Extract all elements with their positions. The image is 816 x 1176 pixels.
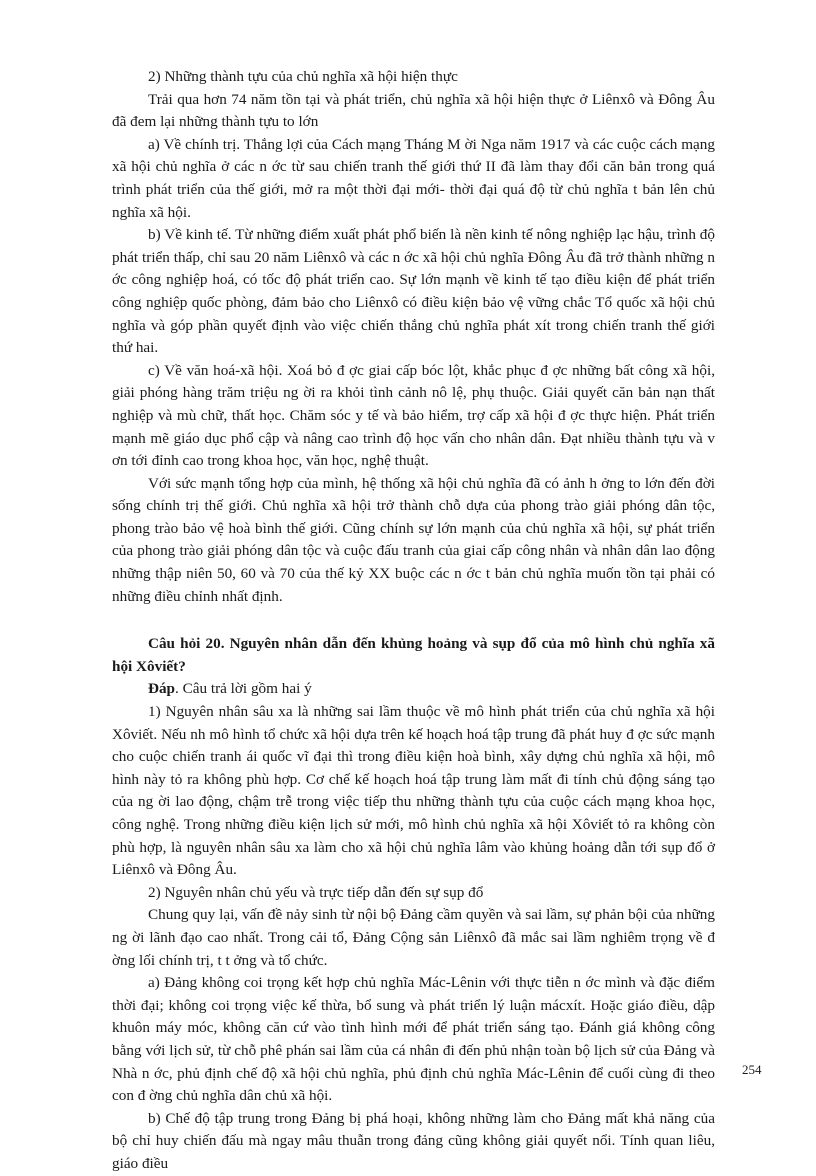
page-number: 254 xyxy=(742,1062,762,1077)
paragraph-intro: Trải qua hơn 74 năm tồn tại và phát triển, chủ nghĩa xã hội hiện thực ở Liênxô và Đông Âu đã đem lại những thành tựu to lớn xyxy=(112,90,715,131)
paragraph-economy: b) Về kinh tế. Từ những điểm xuất phát phổ biến là nền kinh tế nông nghiệp lạc hậu, trình độ phát triển thấp, chỉ sau 20 năm Liênxô và các n ớc xã hội chủ nghĩa Đông Âu đã trở thành những n ớc công nghiệp hoá, có tốc độ phát triển cao. Sự lớn mạnh về kinh tế tạo điều kiện để phát triển công nghiệp quốc phòng, đảm bảo cho Liênxô có điều kiện bảo vệ vững chắc Tổ quốc xã hội chủ nghĩa và góp phần quyết định vào việc chiến thắng chủ nghĩa phát xít trong chiến tranh thế giới thứ hai. xyxy=(112,226,715,357)
paragraph-world-influence: Với sức mạnh tổng hợp của mình, hệ thống xã hội chủ nghĩa đã có ảnh h ởng to lớn đến đời sống chính trị thế giới. Chủ nghĩa xã hội trở thành chỗ dựa của phong trào giải phóng dân tộc, phong trào bảo vệ hoà bình thế giới. Cũng chính sự lớn mạnh của chủ nghĩa xã hội, sự phát triển của phong trào giải phóng dân tộc và cuộc đấu tranh của giai cấp công nhân và nhân dân lao động những thập niên 50, 60 và 70 của thế kỷ XX buộc các n ớc t bản chủ nghĩa muốn tồn tại phải có những điều chỉnh nhất định. xyxy=(112,474,715,605)
question-heading: Câu hỏi 20. Nguyên nhân dẫn đến khủng hoảng và sụp đổ của mô hình chủ nghĩa xã hội Xôviết? xyxy=(112,635,715,675)
paragraph-party-errors: Chung quy lại, vấn đề nảy sinh từ nội bộ Đảng cầm quyền và sai lầm, sự phản bội của những ng ời lãnh đạo cao nhất. Trong cải tổ, Đảng Cộng sản Liênxô đã mắc sai lầm nghiêm trọng về đ ờng lối chính trị, t t ởng và tổ chức. xyxy=(112,906,715,969)
paragraph-culture-society: c) Về văn hoá-xã hội. Xoá bỏ đ ợc giai cấp bóc lột, khắc phục đ ợc những bất công xã hội, giải phóng hàng trăm triệu ng ời ra khỏi tình cảnh nô lệ, phụ thuộc. Giải quyết căn bản nạn thất nghiệp và mù chữ, thất học. Chăm sóc y tế và bảo hiểm, trợ cấp xã hội đ ợc thực hiện. Phát triển mạnh mẽ giáo dục phổ cập và nâng cao trình độ học vấn cho nhân dân. Đạt nhiều thành tựu và v ơn tới đỉnh cao trong khoa học, văn học, nghệ thuật. xyxy=(112,361,715,470)
paragraph-point-a: a) Đảng không coi trọng kết hợp chủ nghĩa Mác-Lênin với thực tiễn n ớc mình và đặc điểm thời đại; không coi trọng việc kế thừa, bổ sung và phát triển lý luận mácxít. Hoặc giáo điều, dập khuôn máy móc, không căn cứ vào tình hình mới để phát triển sáng tạo. Đánh giá không công bằng với lịch sử, từ chỗ phê phán sai lầm của cá nhân đi đến phủ nhận toàn bộ lịch sử của Đảng và Nhà n ớc, phủ định chế độ xã hội chủ nghĩa, phủ định chủ nghĩa Mác-Lênin để cuối cùng đi theo con đ ờng chủ nghĩa dân chủ xã hội. xyxy=(112,974,715,1105)
section-title-achievements: 2) Những thành tựu của chủ nghĩa xã hội hiện thực xyxy=(148,68,458,85)
paragraph-deep-cause: 1) Nguyên nhân sâu xa là những sai lầm thuộc về mô hình phát triển của chủ nghĩa xã hội Xôviết. Nếu nh mô hình tổ chức xã hội dựa trên kế hoạch hoá tập trung đã phát huy đ ợc sức mạnh cho cuộc chiến tranh ái quốc vĩ đại thì trong điều kiện hoà bình, xây dựng chủ nghĩa xã hội, mô hình này tỏ ra không phù hợp. Cơ chế kế hoạch hoá tập trung làm mất đi tính chủ động sáng tạo của ng ời lao động, chậm trễ trong việc tiếp thu những thành tựu của cuộc cách mạng khoa học, công nghệ. Trong những điều kiện lịch sử mới, mô hình chủ nghĩa xã hội Xôviết tỏ ra không còn phù hợp, là nguyên nhân sâu xa làm cho xã hội chủ nghĩa lâm vào khủng hoảng dẫn tới sụp đổ ở Liênxô và Đông Âu. xyxy=(112,703,715,879)
paragraph-point-b: b) Chế độ tập trung trong Đảng bị phá hoại, không những làm cho Đảng mất khả năng của bộ chỉ huy chiến đấu mà ngay mâu thuẫn trong đảng cũng không giải quyết nổi. Tính quan liêu, giáo điều xyxy=(112,1109,715,1172)
answer-label: Đáp xyxy=(148,680,176,698)
page-body xyxy=(112,66,715,1176)
section-title-direct-cause: 2) Nguyên nhân chủ yếu và trực tiếp dẫn đến sự sụp đổ xyxy=(148,883,484,901)
paragraph-politics: a) Về chính trị. Thắng lợi của Cách mạng Tháng M ời Nga năm 1917 và các cuộc cách mạng xã hội chủ nghĩa ở các n ớc từ sau chiến tranh thế giới thứ II đã làm thay đổi căn bản trong quá trình phát triển của thế giới, mở ra một thời đại mới- thời đại quá độ từ chủ nghĩa t bản lên chủ nghĩa xã hội. xyxy=(112,135,715,221)
answer-intro: . Câu trả lời gồm hai ý xyxy=(175,680,312,698)
answer-line xyxy=(112,678,715,701)
